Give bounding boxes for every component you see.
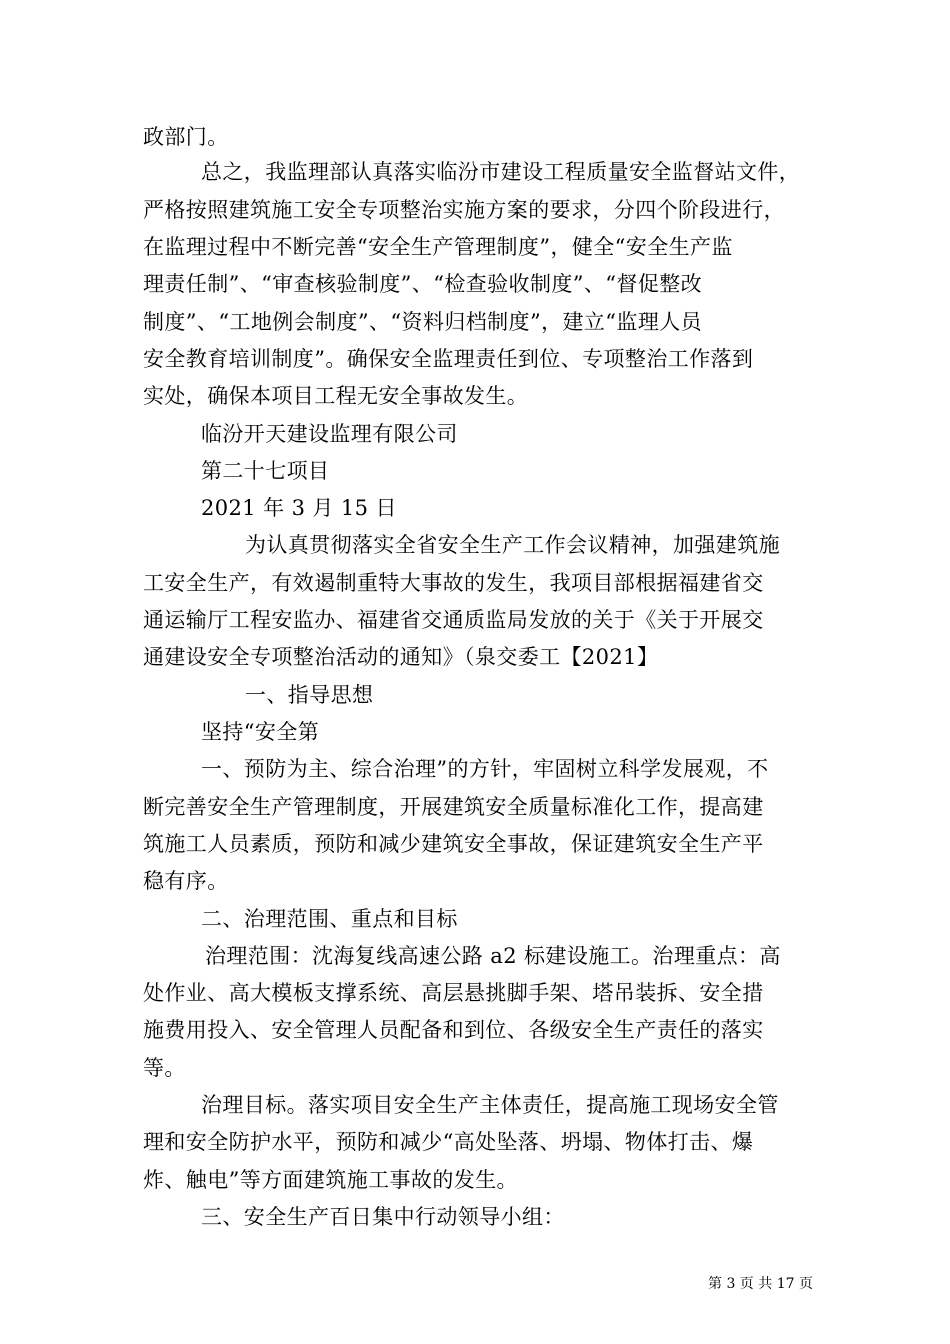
- project-name: 第二十七项目: [201, 459, 330, 483]
- text-line: 断完善安全生产管理制度，开展建筑安全质量标准化工作，提高建: [143, 795, 764, 819]
- text-line: 严格按照建筑施工安全专项整治实施方案的要求，分四个阶段进行，: [143, 198, 785, 222]
- text-line: 工安全生产，有效遏制重特大事故的发生，我项目部根据福建省交: [143, 571, 764, 595]
- text-line: 筑施工人员素质，预防和减少建筑安全事故，保证建筑安全生产平: [143, 832, 764, 856]
- text-line: 通运输厅工程安监办、福建省交通质监局发放的关于《关于开展交: [143, 608, 764, 632]
- text-line: 坚持“安全第: [201, 720, 320, 744]
- section-heading: 二、治理范围、重点和目标: [201, 907, 458, 931]
- text-line: 政部门。: [143, 125, 229, 149]
- text-line: 炸、触电”等方面建筑施工事故的发生。: [143, 1168, 518, 1192]
- text-line: 通建设安全专项整治活动的通知》（泉交委工【2021】: [143, 645, 659, 669]
- text-line: 安全教育培训制度”。确保安全监理责任到位、专项整治工作落到: [143, 347, 754, 371]
- text-line: 等。: [143, 1056, 186, 1080]
- text-line: 治理目标。落实项目安全生产主体责任，提高施工现场安全管: [201, 1093, 779, 1117]
- text-line: 施费用投入、安全管理人员配备和到位、各级安全生产责任的落实: [143, 1018, 764, 1042]
- text-line: 稳有序。: [143, 869, 229, 893]
- text-line: 治理范围：沈海复线高速公路 a2 标建设施工。治理重点：高: [205, 944, 781, 968]
- text-line: 实处，确保本项目工程无安全事故发生。: [143, 384, 529, 408]
- page-number: 第 3 页 共 17 页: [708, 1276, 813, 1292]
- text-line: 处作业、高大模板支撑系统、高层悬挑脚手架、塔吊装拆、安全措: [143, 981, 764, 1005]
- text-line: 理和安全防护水平，预防和减少“高处坠落、坍塌、物体打击、爆: [143, 1130, 754, 1154]
- text-line: 为认真贯彻落实全省安全生产工作会议精神，加强建筑施: [245, 533, 780, 557]
- document-date: 2021 年 3 月 15 日: [201, 496, 397, 520]
- text-line: 总之，我监理部认真落实临汾市建设工程质量安全监督站文件，: [201, 160, 801, 184]
- text-line: 制度”、“工地例会制度”、“资料归档制度”，建立“监理人员: [143, 310, 703, 334]
- section-heading: 三、安全生产百日集中行动领导小组：: [201, 1205, 565, 1229]
- company-name: 临汾开天建设监理有限公司: [201, 422, 458, 446]
- text-line: 一、预防为主、综合治理”的方针，牢固树立科学发展观，不: [201, 757, 769, 781]
- section-heading: 一、指导思想: [245, 683, 374, 707]
- text-line: 在监理过程中不断完善“安全生产管理制度”，健全“安全生产监: [143, 235, 733, 259]
- text-line: 理责任制”、“审查核验制度”、“检查验收制度”、“督促整改: [143, 272, 703, 296]
